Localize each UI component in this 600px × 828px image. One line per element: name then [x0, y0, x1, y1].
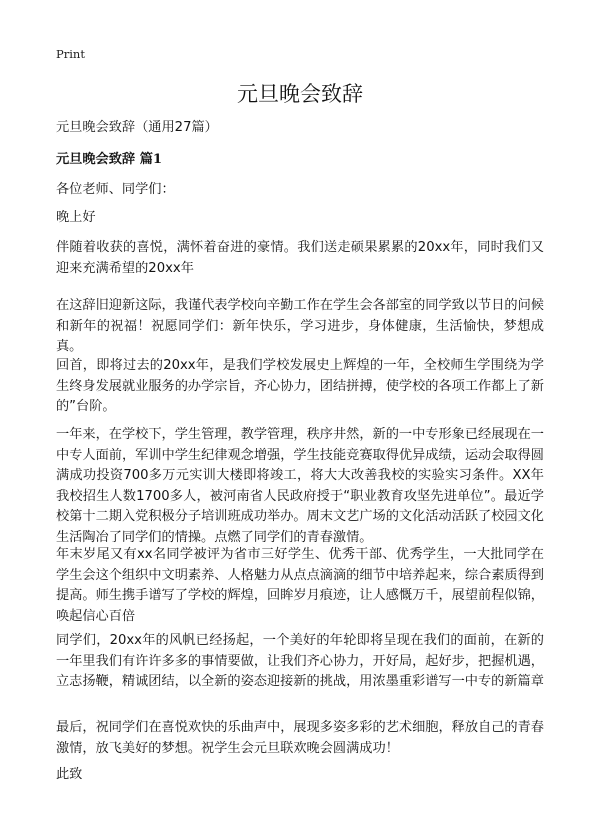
- paragraph-closing: 此致: [56, 767, 83, 782]
- paragraph: 年末岁尾又有xx名同学被评为省市三好学生、优秀干部、优秀学生，一大批同学在学生会这个组织中文明素养、人格魅力从点点滴滴的细节中培养起来，综合素质得到提高。师生携手谱写了学校的辉煌，回眸岁月痕迹，让人感慨万千，展望前程似锦，唤起信心百倍: [56, 547, 544, 624]
- paragraph-greeting: 各位老师、同学们：: [56, 182, 175, 197]
- print-label: Print: [56, 47, 85, 61]
- paragraph: 最后，祝同学们在喜悦欢快的乐曲声中，展现多姿多彩的艺术细胞，释放自己的青春激情，放飞美好的梦想。祝学生会元旦联欢晚会圆满成功！: [56, 720, 544, 756]
- section-heading: 元旦晚会致辞 篇1: [56, 152, 163, 167]
- paragraph: 在这辞旧迎新这际，我谨代表学校向辛勤工作在学生会各部室的同学致以节日的问候和新年的祝福！祝愿同学们：新年快乐，学习进步，身体健康，生活愉快，梦想成真。: [56, 298, 544, 354]
- document-title: 元旦晚会致辞: [237, 82, 363, 106]
- paragraph: 回首，即将过去的20xx年，是我们学校发展史上辉煌的一年，全校师生学围绕为学生终身发展就业服务的办学宗旨，齐心协力，团结拼搏，使学校的各项工作都上了新的”台阶。: [56, 358, 544, 414]
- paragraph-good-evening: 晚上好: [56, 210, 96, 225]
- paragraph: 同学们，20xx年的风帆已经扬起，一个美好的年轮即将呈现在我们的面前，在新的一年里我们有许许多多的事情要做，让我们齐心协力，开好局，起好步，把握机遇，立志扬鞭，精诚团结，以全新的姿态迎接新的挑战，用浓墨重彩谱写一中专的新篇章: [56, 633, 544, 689]
- paragraph: 伴随着收获的喜悦，满怀着奋进的豪情。我们送走硕果累累的20xx年，同时我们又迎来充满希望的20xx年: [56, 240, 544, 276]
- document-subtitle: 元旦晚会致辞（通用27篇）: [56, 120, 218, 135]
- paragraph: 一年来，在学校下，学生管理，教学管理，秩序井然，新的一中专形象已经展现在一中专人面前，军训中学生纪律观念增强，学生技能竞赛取得优异成绩，运动会取得圆满成功投资700多万元实训大楼即将竣工，将大大改善我校的实验实习条件。XX年我校招生人数1700多人，被河南省人民政府授于“职业教育攻坚先进单位”。最近学校第十二期入党积极分子培训班成功举办。周末文艺广场的文化活动活跃了校园文化生活陶冶了同学们的情操。点燃了同学们的青春激情。: [56, 427, 544, 545]
